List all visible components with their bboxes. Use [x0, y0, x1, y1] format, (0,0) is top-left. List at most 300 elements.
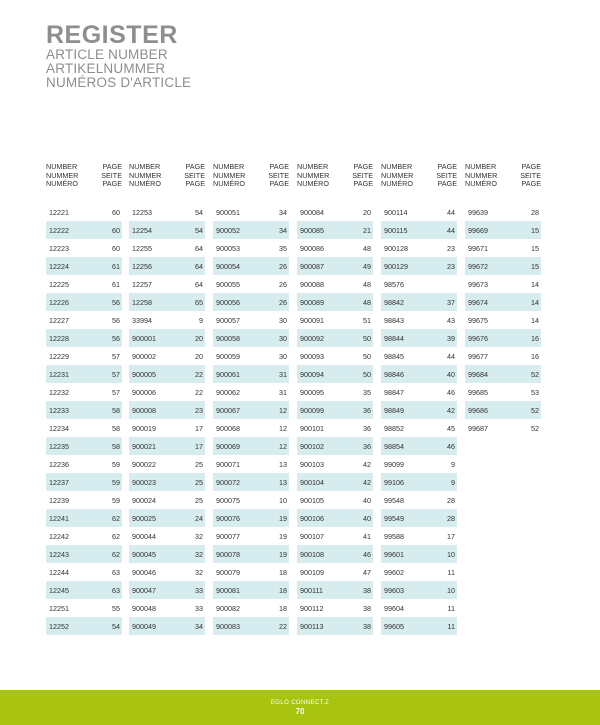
page-header-line: PAGE: [102, 179, 122, 189]
table-row: [213, 383, 289, 401]
article-number: 33994: [132, 315, 152, 325]
article-number: 99673: [468, 279, 488, 289]
page-ref: 46: [363, 549, 371, 559]
page-ref: 62: [112, 549, 120, 559]
table-row: [129, 311, 205, 329]
table-row: [465, 311, 541, 329]
table-row: [46, 527, 122, 545]
table-row: [46, 311, 122, 329]
table-row: [129, 581, 205, 599]
table-row: [297, 383, 373, 401]
article-number: 900005: [132, 369, 156, 379]
number-header-line: NUMMER: [465, 170, 498, 180]
table-row: [46, 401, 122, 419]
page-ref: 26: [279, 297, 287, 307]
table-row: [46, 563, 122, 581]
article-number: 900076: [216, 513, 240, 523]
table-row: [213, 617, 289, 635]
page-ref: 63: [112, 585, 120, 595]
column-header: [129, 163, 205, 195]
page-header-line: PAGE: [353, 179, 373, 189]
page-ref: 20: [195, 351, 203, 361]
article-number: 900069: [216, 441, 240, 451]
page-header-line: PAGE: [521, 179, 541, 189]
article-number: 99672: [468, 261, 488, 271]
article-number: 900108: [300, 549, 324, 559]
article-number: 99686: [468, 405, 488, 415]
number-header-line: NUMBER: [381, 162, 413, 171]
article-number: 98849: [384, 405, 404, 415]
number-header-line: NUMBER: [129, 162, 161, 171]
page-ref: 37: [447, 297, 455, 307]
article-number: 900053: [216, 243, 240, 253]
table-row: [129, 437, 205, 455]
page-header: [101, 163, 122, 195]
table-row: [381, 419, 457, 437]
page-ref: 54: [195, 225, 203, 235]
page-ref: 18: [279, 567, 287, 577]
number-header-line: NUMÉRO: [46, 179, 78, 189]
page-ref: 59: [112, 459, 120, 469]
page-ref: 40: [363, 513, 371, 523]
article-number: 12244: [49, 567, 69, 577]
table-row: [297, 509, 373, 527]
article-number: 99685: [468, 387, 488, 397]
page-ref: 14: [531, 279, 539, 289]
table-row: [129, 275, 205, 293]
page-ref: 30: [279, 315, 287, 325]
footer: [0, 690, 600, 725]
table-row: [46, 347, 122, 365]
table-row: [297, 257, 373, 275]
article-number: 900052: [216, 225, 240, 235]
number-header-line: NUMMER: [46, 170, 79, 180]
table-row: [213, 293, 289, 311]
page-ref: 28: [531, 207, 539, 217]
register-column: [465, 163, 541, 437]
article-number: 12256: [132, 261, 152, 271]
article-number: 12226: [49, 297, 69, 307]
page-ref: 36: [363, 423, 371, 433]
page-ref: 17: [195, 423, 203, 433]
column-header: [213, 163, 289, 195]
table-row: [213, 401, 289, 419]
number-header-line: NUMÉRO: [297, 179, 329, 189]
page-ref: 59: [112, 477, 120, 487]
page-ref: 38: [363, 603, 371, 613]
page-ref: 48: [363, 297, 371, 307]
page-ref: 18: [279, 585, 287, 595]
page-ref: 35: [279, 243, 287, 253]
article-number: 900084: [300, 207, 324, 217]
page-ref: 20: [195, 333, 203, 343]
page-ref: 62: [112, 513, 120, 523]
page-header-line: SEITE: [436, 170, 457, 180]
page-ref: 58: [112, 423, 120, 433]
page-header-line: PAGE: [185, 179, 205, 189]
article-number: 900025: [132, 513, 156, 523]
article-number: 900079: [216, 567, 240, 577]
table-row: [213, 455, 289, 473]
table-row: [213, 329, 289, 347]
page-ref: 15: [531, 243, 539, 253]
page-ref: 34: [279, 207, 287, 217]
column-header: [46, 163, 122, 195]
table-row: [129, 473, 205, 491]
table-row: [381, 527, 457, 545]
number-header-line: NUMÉRO: [381, 179, 413, 189]
page-ref: 57: [112, 351, 120, 361]
table-row: [465, 401, 541, 419]
number-header-line: NUMMER: [129, 170, 162, 180]
table-row: [297, 617, 373, 635]
table-row: [46, 509, 122, 527]
article-number: 99671: [468, 243, 488, 253]
page-ref: 16: [531, 333, 539, 343]
article-number: 900001: [132, 333, 156, 343]
page-header-line: PAGE: [102, 162, 122, 171]
article-number: 99605: [384, 621, 404, 631]
article-number: 12253: [132, 207, 152, 217]
page-header-line: PAGE: [269, 179, 289, 189]
article-number: 98854: [384, 441, 404, 451]
article-number: 900008: [132, 405, 156, 415]
table-row: [129, 329, 205, 347]
table-row: [465, 221, 541, 239]
page-ref: 24: [195, 513, 203, 523]
article-number: 900091: [300, 315, 324, 325]
table-row: [465, 203, 541, 221]
page-ref: 13: [279, 477, 287, 487]
article-number: 900081: [216, 585, 240, 595]
article-number: 12224: [49, 261, 69, 271]
register-column: [213, 163, 289, 635]
table-row: [213, 473, 289, 491]
article-number: 900062: [216, 387, 240, 397]
table-row: [465, 275, 541, 293]
page-ref: 28: [447, 513, 455, 523]
page-ref: 64: [195, 243, 203, 253]
article-number: 900128: [384, 243, 408, 253]
page-ref: 48: [363, 243, 371, 253]
page-ref: 26: [279, 261, 287, 271]
page-ref: 49: [363, 261, 371, 271]
article-number: 98842: [384, 297, 404, 307]
table-row: [381, 239, 457, 257]
page-ref: 63: [112, 567, 120, 577]
article-number: 900099: [300, 405, 324, 415]
page-ref: 19: [279, 513, 287, 523]
article-number: 99099: [384, 459, 404, 469]
table-row: [129, 599, 205, 617]
page-header-line: PAGE: [437, 179, 457, 189]
table-row: [129, 563, 205, 581]
table-row: [297, 599, 373, 617]
article-number: 900019: [132, 423, 156, 433]
column-header: [381, 163, 457, 195]
table-row: [129, 419, 205, 437]
title-block: [46, 22, 191, 90]
article-number: 900088: [300, 279, 324, 289]
table-row: [465, 365, 541, 383]
article-number: 900085: [300, 225, 324, 235]
subtitle-fr: NUMÉROS D'ARTICLE: [46, 75, 192, 90]
table-row: [381, 383, 457, 401]
table-row: [129, 545, 205, 563]
table-row: [46, 257, 122, 275]
column-header: [465, 163, 541, 195]
article-number: 900114: [384, 207, 408, 217]
page-ref: 56: [112, 333, 120, 343]
page-title: REGISTER: [46, 21, 178, 49]
article-number: 900023: [132, 477, 156, 487]
article-number: 99639: [468, 207, 488, 217]
page-ref: 13: [279, 459, 287, 469]
article-number: 900107: [300, 531, 324, 541]
article-number: 12255: [132, 243, 152, 253]
table-row: [129, 617, 205, 635]
column-header: [297, 163, 373, 195]
column-rows: [213, 203, 289, 635]
page-ref: 31: [279, 387, 287, 397]
article-number: 900115: [384, 225, 408, 235]
page-ref: 30: [279, 351, 287, 361]
number-header-line: NUMÉRO: [129, 179, 161, 189]
table-row: [129, 455, 205, 473]
article-number: 99676: [468, 333, 488, 343]
page-header: [352, 163, 373, 195]
page-ref: 62: [112, 531, 120, 541]
page-ref: 17: [195, 441, 203, 451]
column-rows: [381, 203, 457, 635]
column-rows: [465, 203, 541, 437]
table-row: [381, 275, 457, 293]
page-ref: 36: [363, 405, 371, 415]
table-row: [465, 383, 541, 401]
table-row: [381, 365, 457, 383]
table-row: [297, 401, 373, 419]
subtitle-en: ARTICLE NUMBER: [46, 47, 168, 62]
page-ref: 14: [531, 297, 539, 307]
table-row: [297, 473, 373, 491]
table-row: [381, 617, 457, 635]
page-ref: 44: [447, 225, 455, 235]
article-number: 99106: [384, 477, 404, 487]
table-row: [381, 203, 457, 221]
table-row: [46, 239, 122, 257]
article-number: 900102: [300, 441, 324, 451]
article-number: 900106: [300, 513, 324, 523]
article-number: 12222: [49, 225, 69, 235]
article-number: 900095: [300, 387, 324, 397]
page-ref: 54: [112, 621, 120, 631]
page-ref: 25: [195, 459, 203, 469]
number-header: [381, 163, 413, 195]
number-header-line: NUMBER: [46, 162, 78, 171]
article-number: 900113: [300, 621, 324, 631]
page-ref: 61: [112, 279, 120, 289]
table-row: [46, 599, 122, 617]
table-row: [297, 455, 373, 473]
table-row: [297, 491, 373, 509]
page-ref: 44: [447, 351, 455, 361]
table-row: [129, 203, 205, 221]
article-number: 99549: [384, 513, 404, 523]
page-ref: 51: [363, 315, 371, 325]
article-number: 12235: [49, 441, 69, 451]
article-number: 900087: [300, 261, 324, 271]
table-row: [46, 473, 122, 491]
table-row: [297, 419, 373, 437]
page-ref: 42: [447, 405, 455, 415]
column-rows: [297, 203, 373, 635]
number-header-line: NUMMER: [297, 170, 330, 180]
article-number: 98852: [384, 423, 404, 433]
table-row: [213, 257, 289, 275]
article-number: 900082: [216, 603, 240, 613]
article-number: 900089: [300, 297, 324, 307]
article-number: 99601: [384, 549, 404, 559]
table-row: [46, 203, 122, 221]
page-ref: 10: [447, 549, 455, 559]
table-row: [213, 419, 289, 437]
page-ref: 38: [363, 585, 371, 595]
page-ref: 56: [112, 297, 120, 307]
register-column: [297, 163, 373, 635]
page-ref: 35: [363, 387, 371, 397]
number-header-line: NUMMER: [213, 170, 246, 180]
page-header-line: PAGE: [437, 162, 457, 171]
table-row: [381, 545, 457, 563]
page-ref: 34: [195, 621, 203, 631]
page-header: [520, 163, 541, 195]
article-number: 12243: [49, 549, 69, 559]
page-number: 70: [295, 707, 305, 716]
page-header-line: PAGE: [521, 162, 541, 171]
table-row: [381, 599, 457, 617]
article-number: 99588: [384, 531, 404, 541]
table-row: [129, 347, 205, 365]
table-row: [213, 437, 289, 455]
page-ref: 26: [279, 279, 287, 289]
article-number: 12239: [49, 495, 69, 505]
page-ref: 52: [531, 423, 539, 433]
article-number: 12251: [49, 603, 69, 613]
article-number: 98576: [384, 279, 404, 289]
page-ref: 39: [447, 333, 455, 343]
table-row: [213, 365, 289, 383]
page-ref: 52: [531, 369, 539, 379]
article-number: 12233: [49, 405, 69, 415]
page-ref: 42: [363, 477, 371, 487]
article-number: 900048: [132, 603, 156, 613]
table-row: [129, 383, 205, 401]
page-ref: 38: [363, 621, 371, 631]
page-ref: 53: [531, 387, 539, 397]
page-ref: 31: [279, 369, 287, 379]
article-number: 900109: [300, 567, 324, 577]
page-ref: 23: [447, 243, 455, 253]
page-ref: 9: [199, 315, 203, 325]
table-row: [129, 239, 205, 257]
article-number: 12258: [132, 297, 152, 307]
table-row: [297, 293, 373, 311]
table-row: [381, 509, 457, 527]
table-row: [297, 365, 373, 383]
table-row: [46, 419, 122, 437]
page-ref: 54: [195, 207, 203, 217]
article-number: 900061: [216, 369, 240, 379]
table-row: [129, 401, 205, 419]
page-ref: 23: [447, 261, 455, 271]
table-row: [213, 347, 289, 365]
article-number: 900112: [300, 603, 324, 613]
article-number: 98847: [384, 387, 404, 397]
page-header-line: SEITE: [520, 170, 541, 180]
page-ref: 44: [447, 207, 455, 217]
article-number: 98845: [384, 351, 404, 361]
article-number: 900104: [300, 477, 324, 487]
table-row: [297, 527, 373, 545]
table-row: [381, 401, 457, 419]
page-ref: 32: [195, 549, 203, 559]
article-number: 900044: [132, 531, 156, 541]
article-number: 900058: [216, 333, 240, 343]
page-ref: 46: [447, 441, 455, 451]
page-header-line: PAGE: [269, 162, 289, 171]
table-row: [46, 455, 122, 473]
table-row: [213, 221, 289, 239]
page-ref: 15: [531, 225, 539, 235]
article-number: 99604: [384, 603, 404, 613]
table-row: [381, 293, 457, 311]
page-ref: 20: [363, 207, 371, 217]
table-row: [213, 203, 289, 221]
page-ref: 11: [447, 567, 455, 577]
page-ref: 12: [279, 441, 287, 451]
table-row: [46, 221, 122, 239]
article-number: 99684: [468, 369, 488, 379]
table-row: [381, 257, 457, 275]
page-ref: 57: [112, 369, 120, 379]
article-number: 12229: [49, 351, 69, 361]
register-column: [46, 163, 122, 635]
article-number: 12223: [49, 243, 69, 253]
table-row: [381, 581, 457, 599]
article-number: 900021: [132, 441, 156, 451]
article-number: 900045: [132, 549, 156, 559]
article-number: 900055: [216, 279, 240, 289]
page-ref: 30: [279, 333, 287, 343]
table-row: [465, 293, 541, 311]
article-number: 12257: [132, 279, 152, 289]
article-number: 12237: [49, 477, 69, 487]
table-row: [297, 221, 373, 239]
table-row: [297, 545, 373, 563]
table-row: [213, 527, 289, 545]
article-number: 900093: [300, 351, 324, 361]
page-ref: 52: [531, 405, 539, 415]
article-number: 900105: [300, 495, 324, 505]
table-row: [129, 509, 205, 527]
table-row: [465, 257, 541, 275]
page-ref: 17: [447, 531, 455, 541]
table-row: [46, 617, 122, 635]
table-row: [297, 563, 373, 581]
table-row: [46, 383, 122, 401]
article-number: 98843: [384, 315, 404, 325]
article-number: 900101: [300, 423, 324, 433]
